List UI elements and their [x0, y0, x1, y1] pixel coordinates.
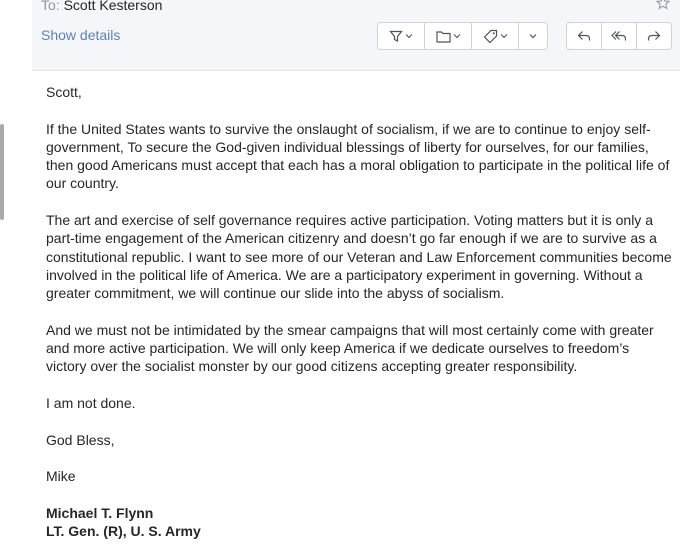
recipient-line	[41, 0, 162, 13]
paragraph-2: The art and exercise of self governance requires active participation. Voting matters but it is only a part-time engagement of the American citizenry and doesn’t go far enough if we are to survive as a constitutional republic. I want to see more of our Veteran and Law Enforcement communities become involved in the political life of America. We are a participatory experiment in governing. Without a greater commitment, we will continue our slide into the abyss of socialism.	[46, 212, 672, 302]
reply-all-icon	[611, 30, 627, 42]
star-icon[interactable]	[656, 0, 670, 15]
tag-icon	[483, 29, 498, 44]
signature-block	[46, 504, 672, 541]
message-actions-toolbar	[377, 22, 548, 50]
closing: God Bless,	[46, 431, 115, 448]
folder-icon	[436, 30, 451, 43]
to-label: To:	[41, 0, 60, 13]
label-button[interactable]	[472, 23, 519, 49]
sign-name: Mike	[46, 468, 76, 485]
signature-title: LT. Gen. (R), U. S. Army	[46, 523, 201, 540]
more-actions-button[interactable]	[519, 23, 547, 49]
paragraph-1: If the United States wants to survive the onslaught of socialism, if we are to continue to enjoy self-government, To secure the God-given individual blessings of liberty for ourselves, for our families, then good Americans must accept that each has a moral obligation to participate in the political life of our country.	[46, 120, 670, 192]
chevron-down-icon	[453, 32, 461, 40]
reply-icon	[577, 30, 591, 42]
chevron-down-icon	[500, 32, 508, 40]
signature-name: Michael T. Flynn	[46, 504, 154, 521]
recipient-name[interactable]: Scott Kesterson	[63, 0, 163, 13]
chevron-down-icon	[405, 32, 413, 40]
scrollbar-thumb[interactable]	[0, 124, 4, 220]
paragraph-4: I am not done.	[46, 395, 136, 412]
left-rail	[0, 0, 32, 543]
message-body	[46, 83, 672, 559]
filter-button[interactable]	[378, 23, 425, 49]
reply-toolbar	[566, 22, 672, 50]
message-header	[32, 0, 680, 71]
reply-button[interactable]	[567, 23, 602, 49]
chevron-down-icon	[528, 31, 538, 41]
filter-icon	[389, 29, 403, 43]
greeting: Scott,	[46, 84, 82, 100]
forward-icon	[647, 30, 661, 42]
forward-button[interactable]	[637, 23, 671, 49]
paragraph-3: And we must not be intimidated by the smear campaigns that will most certainly come with greater and more active participation. We will only keep America if we dedicate ourselves to freedom’s victory over the socialist monster by our good citizens accepting greater responsibility.	[46, 321, 654, 375]
reply-all-button[interactable]	[602, 23, 637, 49]
show-details-link[interactable]: Show details	[41, 27, 121, 43]
move-to-folder-button[interactable]	[425, 23, 472, 49]
